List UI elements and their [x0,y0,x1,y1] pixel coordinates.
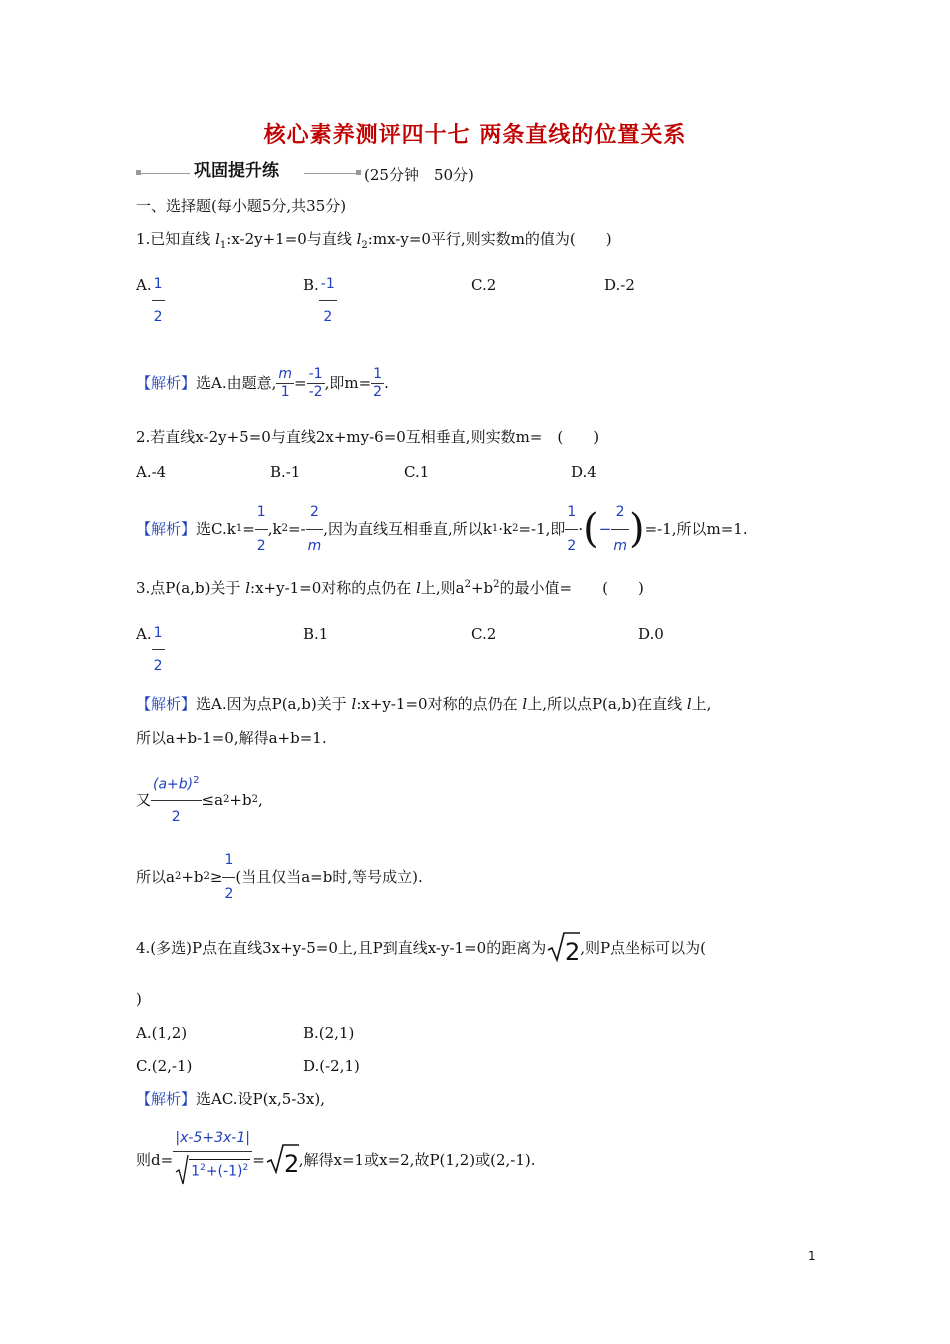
q1-option-a[interactable]: A. $\frac{1}{2}$ [136,276,163,326]
q4-stem: 4.(多选)P点在直线3x+y-5=0上,且P到直线x-y-1=0的距离为 2 ,则P点坐标可以为( [136,930,706,966]
q3-solution-line1: 【解析】选A.因为点P(a,b)关于 l:x+y-1=0对称的点仍在 l上,所以点P(a,b)在直线 l上, [136,695,712,713]
q3-option-b[interactable]: B.1 [303,625,329,643]
divider-square-icon [356,170,361,175]
q4-option-c[interactable]: C.(2,-1) [136,1057,193,1075]
q1-option-c[interactable]: C.2 [471,276,497,294]
q4-stem-close: ) [136,990,142,1008]
divider-square-icon [136,170,141,175]
part-header: 一、选择题(每小题5分,共35分) [136,197,347,215]
jiexi-label: 【解析】 [136,695,197,713]
q3-solution-conclusion: 所以a 2 +b 2 ≥ $\frac{1}{2}$ (当且仅当a=b时,等号成立). [136,852,423,902]
jiexi-label: 【解析】 [136,373,197,392]
sqrt-symbol [265,1142,299,1179]
jiexi-label: 【解析】 [136,1090,197,1108]
section-divider-left [138,173,190,174]
q3-option-a[interactable]: A. $\frac{1}{2}$ [136,625,163,675]
q4-solution-distance: 则d= $\frac{|x-5+3x-1|}{1^2+(-1)^2}$ = 2 ,解得x=1或x=2,故P(1,2)或(2,-1). [136,1122,536,1198]
q1-option-b[interactable]: B. $\frac{-1}{2}$ [303,276,335,326]
q3-solution-line2: 所以a+b-1=0,解得a+b=1. [136,729,327,747]
jiexi-label: 【解析】 [136,519,197,538]
q4-option-a[interactable]: A.(1,2) [136,1024,188,1042]
q2-option-d[interactable]: D.4 [571,463,597,481]
sqrt-symbol [175,1154,189,1186]
q4-solution-line1: 【解析】选AC.设P(x,5-3x), [136,1090,325,1108]
time-score: (25分钟 50分) [364,166,474,184]
q2-option-b[interactable]: B.-1 [270,463,301,481]
q2-option-c[interactable]: C.1 [404,463,430,481]
q2-solution: 【解析】 选C.k 1 = $\frac{1}{2}$ ,k 2 =- $\frac{2}{m}$ ,因为直线互相垂直,所以k 1 ·k 2 =-1,即 $\frac{1}{2}$ · ( − $\frac{2}{m}$ ) =-1,所以m=1. [136,504,748,554]
page-number: 1 [808,1249,816,1263]
paren-close: ) [628,506,645,552]
q3-solution-inequality: 又 $\frac{(a+b)^2}{2}$ ≤a 2 +b 2 , [136,774,263,826]
q2-option-a[interactable]: A.-4 [136,463,167,481]
q1-option-d[interactable]: D.-2 [604,276,635,294]
svg-text:2: 2 [565,937,581,964]
q4-option-d[interactable]: D.(-2,1) [303,1057,360,1075]
q3-stem: 3.点P(a,b)关于 l:x+y-1=0对称的点仍在 l上,则$a^2+b^2$的最小值= ( ) [136,579,644,597]
paren-open: ( [583,506,599,552]
svg-text:2: 2 [283,1149,299,1176]
q4-option-b[interactable]: B.(2,1) [303,1024,355,1042]
section-badge: 巩固提升练 [194,161,279,181]
q1-stem: 1.已知直线 $l_1:x-2y+1=0$与直线 $l_2:mx-y=0$平行,则实数m的值为( ) [136,230,612,251]
sqrt-symbol [546,930,580,967]
section-divider-right [304,173,360,174]
page-title: 核心素养测评四十七 两条直线的位置关系 [263,122,687,148]
q2-stem: 2.若直线x-2y+5=0与直线2x+my-6=0互相垂直,则实数m= ( ) [136,428,600,446]
q3-option-d[interactable]: D.0 [638,625,664,643]
q1-solution: 【解析】 选A.由题意, $\frac{m}{1}$ = $\frac{-1}{-2}$ ,即m= $\frac{1}{2}$ . [136,366,389,400]
q3-option-c[interactable]: C.2 [471,625,497,643]
